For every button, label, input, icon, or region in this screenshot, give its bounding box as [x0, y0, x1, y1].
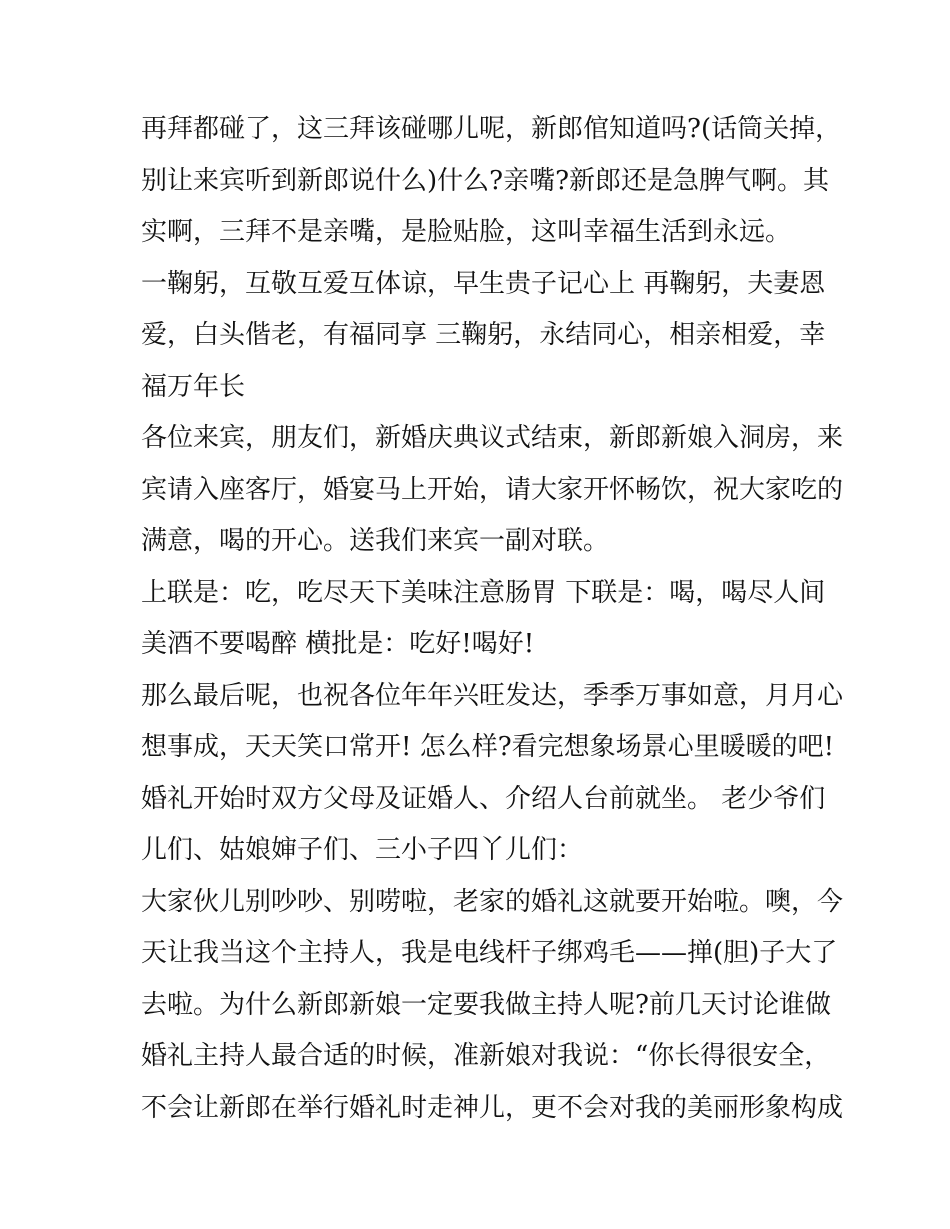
text-line: 儿们、姑娘婶子们、三小子四丫儿们： [141, 835, 584, 865]
text-line: 实啊，三拜不是亲嘴，是脸贴脸，这叫幸福生活到永远。 [141, 217, 792, 247]
text-line: 别让来宾听到新郎说什么)什么?亲嘴?新郎还是急脾气啊。其 [141, 165, 830, 196]
text-line: 爱，白头偕老，有福同享 三鞠躬，永结同心，相亲相爱，幸 [141, 320, 826, 350]
text-line: 大家伙儿别吵吵、别唠啦，老家的婚礼这就要开始啦。噢，今 [141, 886, 844, 917]
document-body [141, 104, 844, 1134]
text-line: 天让我当这个主持人，我是电线杆子绑鸡毛——掸(胆)子大了 [141, 938, 838, 968]
text-line: 不会让新郎在举行婚礼时走神儿，更不会对我的美丽形象构成 [141, 1092, 844, 1123]
text-line: 各位来宾，朋友们，新婚庆典议式结束，新郎新娘入洞房，来 [141, 423, 844, 453]
text-line: 宾请入座客厅，婚宴马上开始，请大家开怀畅饮，祝大家吃的 [141, 474, 844, 505]
text-line: 福万年长 [141, 371, 246, 402]
text-line: 想事成，天天笑口常开! 怎么样?看完想象场景心里暖暖的吧! [141, 732, 835, 762]
text-line: 一鞠躬，互敬互爱互体谅，早生贵子记心上 再鞠躬，夫妻恩 [141, 268, 826, 299]
text-line: 那么最后呢，也祝各位年年兴旺发达，季季万事如意，月月心 [141, 680, 844, 711]
text-line: 满意，喝的开心。送我们来宾一副对联。 [141, 526, 610, 556]
text-line: 美酒不要喝醉 横批是：吃好!喝好! [141, 629, 535, 659]
text-line: 去啦。为什么新郎新娘一定要我做主持人呢?前几天讨论谁做 [141, 989, 831, 1020]
text-line: 婚礼主持人最合适的时候，准新娘对我说：“你长得很安全， [141, 1041, 831, 1071]
text-line: 上联是：吃，吃尽天下美味注意肠胃 下联是：喝，喝尽人间 [141, 577, 826, 608]
text-line: 再拜都碰了，这三拜该碰哪儿呢，新郎倌知道吗?(话筒关掉， [141, 114, 842, 144]
text-line: 婚礼开始时双方父母及证婚人、介绍人台前就坐。 老少爷们 [141, 783, 826, 814]
